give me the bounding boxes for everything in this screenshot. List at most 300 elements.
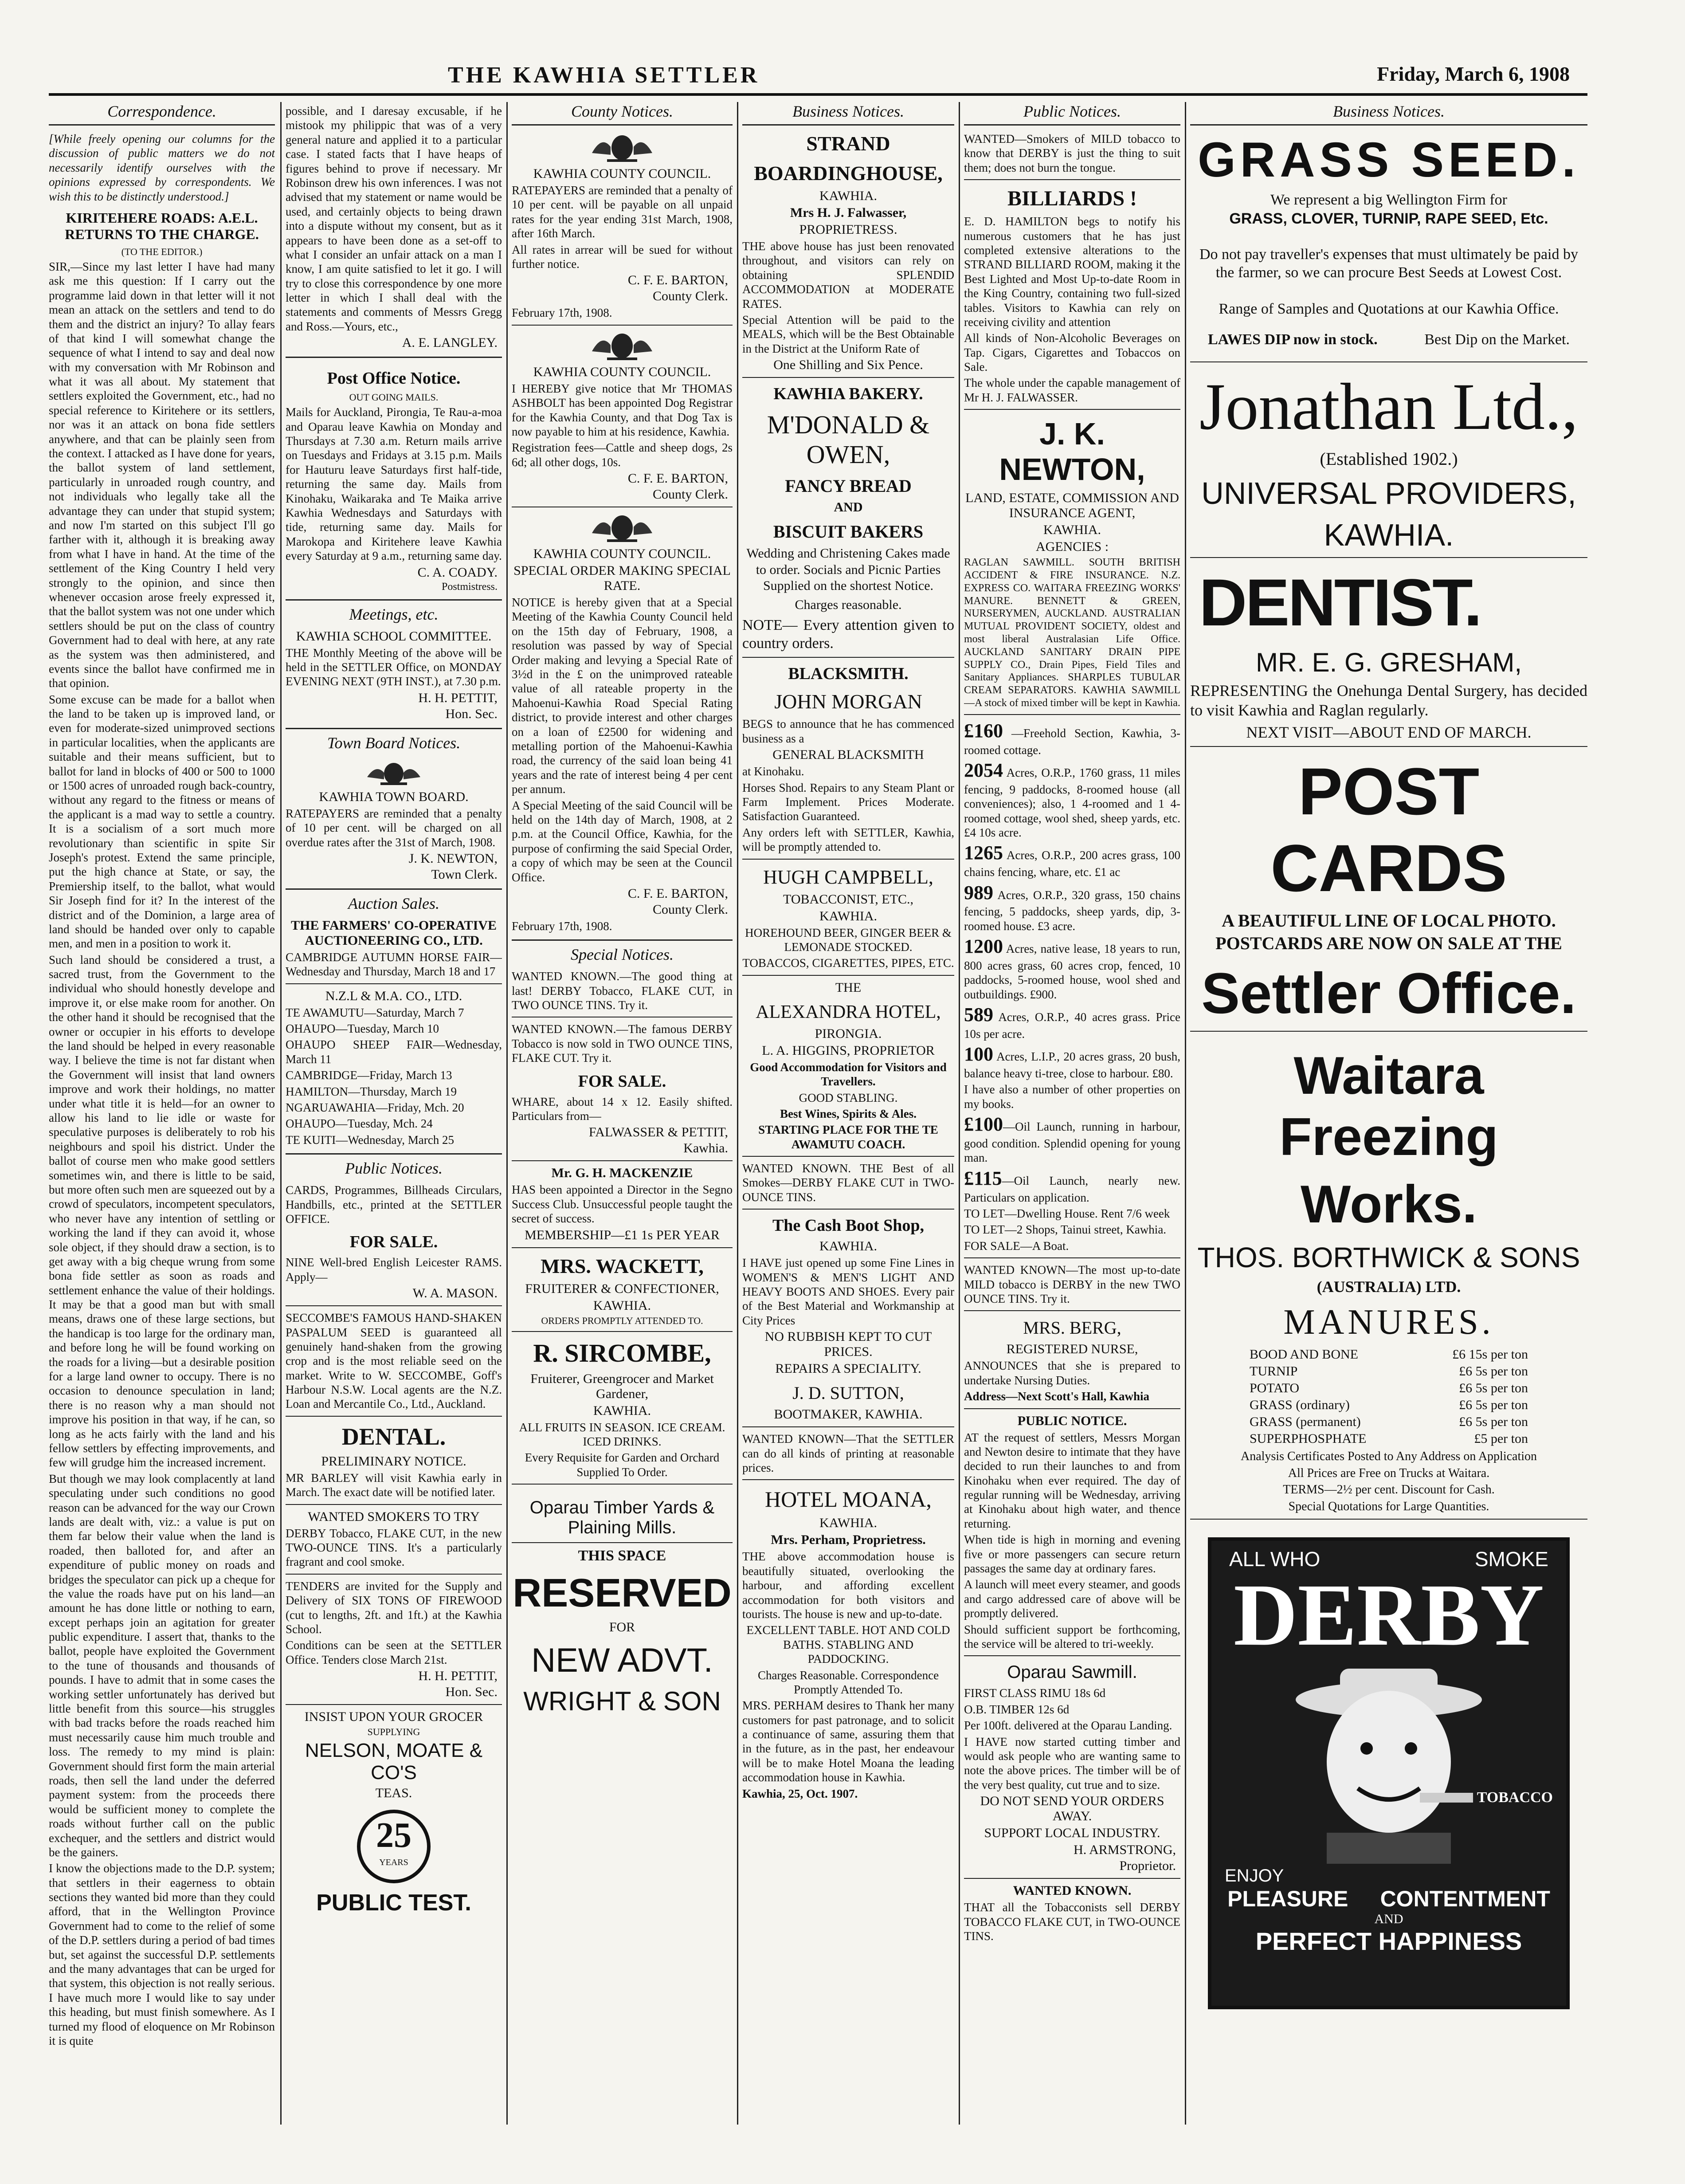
crest-icon <box>587 512 658 543</box>
farmers-coop-title: THE FARMERS' CO-OPERATIVE AUCTIONEERING CO., LTD. <box>291 918 497 948</box>
alexandra-place: PIRONGIA. <box>815 1026 882 1041</box>
berg-trade: REGISTERED NURSE, <box>1006 1342 1138 1357</box>
public-notice-title: PUBLIC NOTICE. <box>1017 1413 1127 1428</box>
property-text: Acres, L.I.P., 20 acres grass, 20 bush, balance heavy ti-tree, close to harbour. £80. <box>964 1050 1180 1080</box>
county-sign2: County Clerk. <box>653 487 728 502</box>
bakery-title: KAWHIA BAKERY. <box>773 385 923 404</box>
alexandra-line: Best Wines, Spirits & Ales. <box>780 1107 917 1120</box>
sawmill-sign2: Proprietor. <box>1119 1858 1176 1874</box>
property-item <box>964 1043 1180 1080</box>
column-rule <box>506 102 508 2125</box>
strand-rate: One Shilling and Six Pence. <box>773 357 923 373</box>
manure-line: Analysis Certificates Posted to Any Address on Application <box>1240 1449 1537 1464</box>
issue-date: Friday, March 6, 1908 <box>1377 63 1570 85</box>
nzl-list-item: OHAUPO—Tuesday, Mch. 24 <box>286 1117 433 1131</box>
wanted-known-ad: THAT all the Tobacconists sell DERBY TOBACCO FLAKE CUT, in TWO-OUNCE TINS. <box>964 1901 1180 1943</box>
grass-line: Range of Samples and Quotations at our Kawhia Office. <box>1219 300 1559 317</box>
public-notice-body: When tide is high in morning and evening five or more passengers can secure return passages the same day at ordinary fares. <box>964 1533 1180 1575</box>
derby-tobacco-ad <box>1208 1537 1570 2009</box>
manure-line: All Prices are Free on Trucks at Waitara. <box>1288 1466 1490 1480</box>
column-rule <box>959 102 960 2125</box>
nzl-list-item: OHAUPO—Tuesday, March 10 <box>286 1022 439 1036</box>
letter-paragraph: Some excuse can be made for a ballot when the land to be taken up is improved land, or even for moderate-sized unimproved sections in particular localities, when the applicants are suitable and their means sufficient, but to ballot for land in blocks of 400 or 500 to 1000 or 1500 acres of unroaded rough back-country, without any regard to the fitness or means of the applicant is a mad way to settle a country. It is a socialism of a sort much more revolutionary than scientific in spite Sir Joseph's protest. Extend the same principle, put the high chance at State, or say, the Premiership itself, to the ballot, what would Sir Joseph find for it? In the interest of the district and of the Dominion, a large area of land should be handed over only to capable men, and men in a position to work it. <box>49 692 275 951</box>
wanted-known-ad: WANTED—Smokers of MILD tobacco to know that DERBY is just the thing to suit them; does not burn the tongue. <box>964 132 1180 174</box>
county-date: February 17th, 1908. <box>512 919 612 933</box>
manure-name: TURNIP <box>1250 1364 1298 1379</box>
special-rate-title: SPECIAL ORDER MAKING SPECIAL RATE. <box>513 563 731 593</box>
blacksmith-orders: Any orders left with SETTLER, Kawhia, will be promptly attended to. <box>742 825 954 854</box>
wackett-place: KAWHIA. <box>593 1298 651 1313</box>
rams-sign: W. A. MASON. <box>412 1286 498 1301</box>
post-office-title: Post Office Notice. <box>327 369 461 388</box>
blacksmith-services: Horses Shod. Repairs to any Steam Plant or Farm Implement. Prices Moderate. Satisfaction Guaranteed. <box>742 781 954 823</box>
letter-signature: A. E. LANGLEY. <box>402 335 498 350</box>
moana-line: Charges Reasonable. Correspondence Promptly Attended To. <box>757 1668 939 1696</box>
manure-row <box>1247 1363 1531 1380</box>
derby-pleasure: PLEASURE <box>1227 1886 1348 1911</box>
property-text: —Freehold Section, Kawhia, 3-roomed cottage. <box>964 726 1180 757</box>
alexandra-line: Good Accommodation for Visitors and Travellers. <box>750 1060 947 1088</box>
grass-line: Do not pay traveller's expenses that must ultimately be paid by the farmer, so we can procure Best Seeds at Lowest Cost. <box>1199 246 1579 281</box>
public-test: PUBLIC TEST. <box>316 1890 471 1916</box>
alexandra-title: ALEXANDRA HOTEL, <box>756 1002 941 1022</box>
tenders-notice: TENDERS are invited for the Supply and Delivery of SIX TONS OF FIREWOOD (cut to lengths, 2ft. and 1ft.) at the Kawhia School. <box>286 1579 502 1636</box>
property-price: 1265 <box>964 842 1003 864</box>
whare-sign: FALWASSER & PETTIT, <box>588 1125 728 1140</box>
launch-price: £115 <box>964 1167 1002 1189</box>
wanted-known-ad: WANTED KNOWN—That the SETTLER can do all kinds of printing at reasonable prices. <box>742 1432 954 1474</box>
dog-registration-fees: Registration fees—Cattle and sheep dogs, 2s 6d; all other dogs, 10s. <box>512 441 733 469</box>
section-heading: County Notices. <box>512 102 733 126</box>
strand-role: PROPRIETRESS. <box>799 222 897 237</box>
mackenzie-body: HAS been appointed a Director in the Segno Success Club. Unsuccessful people taught the secret of success. <box>512 1183 733 1226</box>
campbell-title: HUGH CAMPBELL, <box>763 866 933 888</box>
newton-place: KAWHIA. <box>1043 522 1101 538</box>
column-rule <box>737 102 738 2125</box>
billiards-body2: All kinds of Non-Alcoholic Beverages on Tap. Cigars, Cigarettes and Tobaccos on Sale. <box>964 331 1180 374</box>
smoking-man-icon <box>1291 1660 1486 1864</box>
letter-paragraph: But though we may look complacently at land speculating under such conditions no good reason can be advanced for the way our Crown lands are dealt with, viz.: a value is put on them far below their value when the land is roaded, then balloted for, and after an expenditure of public money on roads and bridges the speculator can pick up a cheque for the value the roads have put on his land—an amount he has done little or nothing to earn, except perhaps join an agitation for greater public expenditure. I assert that, thanks to the ballot, people have exploited the Government to the tune of thousands and thousands of pounds. I have to admit that in some cases the working settler unfortunately has derived but little benefit from this source—his struggles with bad tracks before the roads reached him must necessarily cause him much trouble and loss. The remedy to my mind is plain: Government should first form the main arterial roads, then sell the land under the deferred payment system: from the proceeds there would be sufficient money to complete the roads without further call on the public exchequer, and the settlers and district would be the gainers. <box>49 1472 275 1859</box>
grass-line: GRASS, CLOVER, TURNIP, RAPE SEED, Etc. <box>1229 210 1548 227</box>
moana-place: KAWHIA. <box>819 1516 878 1531</box>
wanted-known-ad: WANTED KNOWN.—The famous DERBY Tobacco is now sold in TWO OUNCE TINS, FLAKE CUT. Try it. <box>512 1022 733 1065</box>
tea-brand: NELSON, MOATE & CO'S <box>305 1740 483 1784</box>
tea-line2: SUPPLYING <box>367 1726 420 1738</box>
manure-line: TERMS—2½ per cent. Discount for Cash. <box>1283 1483 1495 1497</box>
school-sign: H. H. PETTIT, <box>418 690 498 705</box>
manure-row <box>1247 1346 1531 1363</box>
column-business-notices-2 <box>1190 102 1587 2120</box>
sawmill-sign: H. ARMSTRONG, <box>1074 1842 1176 1858</box>
boot-shop-line: NO RUBBISH KEPT TO CUT PRICES. <box>764 1329 932 1359</box>
nzl-list-item: CAMBRIDGE—Friday, March 13 <box>286 1068 452 1082</box>
crest-icon <box>587 132 658 163</box>
nzl-list-item: TE AWAMUTU—Saturday, March 7 <box>286 1006 464 1019</box>
property-item <box>964 719 1180 757</box>
nzl-list-item: NGARUAWAHIA—Friday, Mch. 20 <box>286 1101 464 1115</box>
to-let-notice: TO LET—2 Shops, Tainui street, Kawhia. <box>964 1223 1167 1237</box>
blacksmith-name: JOHN MORGAN <box>774 690 922 713</box>
alexandra-the: THE <box>835 980 862 995</box>
property-text: Acres, O.R.P., 1760 grass, 11 miles fencing, 9 paddocks, 8-roomed house (all conveniences); also, 1 4-roomed and 1 4-roomed cottage, wool shed, sheep yards, etc. £4 10s acre. <box>964 766 1180 839</box>
gresham-name: MR. E. G. GRESHAM, <box>1255 648 1522 678</box>
blacksmith-place: at Kinohaku. <box>742 765 804 778</box>
berg-body: ANNOUNCES that she is prepared to undertake Nursing Duties. <box>964 1359 1180 1387</box>
school-sign2: Hon. Sec. <box>445 706 498 721</box>
manure-name: GRASS (ordinary) <box>1250 1398 1350 1413</box>
billiards-title: BILLIARDS ! <box>1007 187 1137 211</box>
blacksmith-title: BLACKSMITH. <box>788 664 909 683</box>
moana-title: HOTEL MOANA, <box>765 1487 932 1512</box>
public-notice-body: A launch will meet every steamer, and goods and cargo addressed care of above will be promptly delivered. <box>964 1578 1180 1620</box>
oparau-timber-title: Oparau Timber Yards & Plaining Mills. <box>529 1498 715 1538</box>
moana-owner: Mrs. Perham, Proprietress. <box>771 1532 926 1548</box>
launch-text: —Oil Launch, nearly new. Particulars on application. <box>964 1174 1180 1204</box>
section-heading: Correspondence. <box>49 102 275 126</box>
blacksmith-trade: GENERAL BLACKSMITH <box>772 747 924 762</box>
farmers-coop-body: CAMBRIDGE AUTUMN HORSE FAIR—Wednesday and Thursday, March 18 and 17 <box>286 950 502 978</box>
property-text: Acres, native lease, 18 years to run, 800 acres grass, 60 acres crop, fenced, 10 paddocks, 5-roomed house, wool shed and outbuildings. £900. <box>964 942 1180 1001</box>
gresham-body: REPRESENTING the Onehunga Dental Surgery, has decided to visit Kawhia and Raglan regularly. <box>1190 682 1587 719</box>
letter-to: (TO THE EDITOR.) <box>121 246 203 257</box>
manure-line: Special Quotations for Large Quantities. <box>1288 1500 1489 1513</box>
manure-price: £6 15s per ton <box>1452 1347 1528 1362</box>
boot-shop-trade: BOOTMAKER, KAWHIA. <box>774 1407 923 1422</box>
sawmill-body: I HAVE now started cutting timber and would ask people who are wanting same to note the above prices. The timber will be of the very best quality, cut true and to size. <box>964 1735 1180 1791</box>
sircombe-place: KAWHIA. <box>593 1403 651 1418</box>
for-sale-heading: FOR SALE. <box>349 1233 438 1252</box>
berg-address: Address—Next Scott's Hall, Kawhia <box>964 1390 1150 1403</box>
county-sign: C. F. E. BARTON, <box>627 886 728 901</box>
alexandra-line: STARTING PLACE FOR THE TE AWAMUTU COACH. <box>758 1123 938 1151</box>
manure-row <box>1247 1397 1531 1414</box>
letter-paragraph: SIR,—Since my last letter I have had many ask me this question: If I carry out the programme laid down in that letter will it not mean an attack on the settlers and tend to do them and the district an injury? To allay fears of that kind I will somewhat change the sequence of what I intend to say and deal now with my conversation with Mr Robinson and what it was all about. My statement that settlers exploited the Government, etc., had no special reference to Kiritehere or its settlers, nor was it an attack on bona fide settlers anywhere, and that can be plainly seen from the context. I attacked as I have done for years, the ballot system of land settlement, particularly in unroaded rough country, and not individuals who legally take all the advantage they can under that stupid system; and now I'm started on this subject I'll go farther with it, although it is breaking away from what I have in hand. At the time of the settlement of the King Country I held very strongly to the opinion, and since then whenever occasion arose freely expressed it, that the ballot system was not one under which settlers should be put on the class of country Government had to deal with here, at any rate as the system was then administered, and events since the ballot have confirmed me in that opinion. <box>49 259 275 690</box>
strand-body2: Special Attention will be paid to the MEALS, which will be the Best Obtainable in the District at the Uniform Rate of <box>742 313 954 355</box>
grass-seed-title: GRASS SEED. <box>1198 133 1580 187</box>
property-item <box>964 759 1180 840</box>
section-heading: Business Notices. <box>1190 102 1587 126</box>
boat-sale-notice: FOR SALE—A Boat. <box>964 1239 1069 1253</box>
special-rate-notice: NOTICE is hereby given that at a Special Meeting of the Kawhia County Council held on the 15th day of February, 1908, a resolution was passed by way of Special Order making and levying a Special Rate of 3½d in the £ on the unimproved rateable value of all rateable property in the Mahoenui-Kawhia Road Special Rating district, to provide interest and other charges on a loan of £2500 for widening and metalling portion of the Mahoenui-Kawhia road, the currency of the said loan being 41 years and the rate of interest being 4 per cent per annum. <box>512 596 733 796</box>
manure-name: SUPERPHOSPHATE <box>1250 1431 1367 1446</box>
derby-tobacco-word: TOBACCO <box>1477 1789 1553 1806</box>
derby-top1: ALL WHO <box>1229 1547 1321 1571</box>
borthwick-title: THOS. BORTHWICK & SONS <box>1197 1241 1580 1274</box>
for-line: FOR <box>609 1620 635 1635</box>
smokers-title: WANTED SMOKERS TO TRY <box>308 1509 480 1524</box>
bakery-note: NOTE— Every attention given to country orders. <box>742 617 954 652</box>
section-heading: Public Notices. <box>964 102 1180 126</box>
manure-price: £6 5s per ton <box>1459 1364 1528 1379</box>
sawmill-price: O.B. TIMBER 12s 6d <box>964 1702 1070 1716</box>
campbell-place: KAWHIA. <box>819 908 878 923</box>
manure-row <box>1247 1380 1531 1397</box>
post-cards-line: A BEAUTIFUL LINE OF LOCAL PHOTO. <box>1222 911 1556 931</box>
column-county-notices <box>512 102 733 2120</box>
section-heading: Town Board Notices. <box>327 734 461 752</box>
wanted-known-title: WANTED KNOWN. <box>1013 1883 1132 1898</box>
disclaimer: [While freely opening our columns for the discussion of public matters we do not necessarily identify ourselves with the opinions expressed by correspondents. We wish this to be distinctly understood.] <box>49 132 275 203</box>
sawmill-line: SUPPORT LOCAL INDUSTRY. <box>984 1826 1160 1841</box>
sawmill-delivery: Per 100ft. delivered at the Oparau Landing. <box>964 1719 1172 1732</box>
bakery-line: AND <box>834 500 863 515</box>
town-board-title: KAWHIA TOWN BOARD. <box>319 789 469 804</box>
jonathan-established: (Established 1902.) <box>1320 449 1458 469</box>
campbell-stock2: TOBACCOS, CIGARETTES, PIPES, ETC. <box>742 956 954 970</box>
moana-line: EXCELLENT TABLE. HOT AND COLD BATHS. STABLING AND PADDOCKING. <box>746 1623 950 1666</box>
paspalum-notice: SECCOMBE'S FAMOUS HAND-SHAKEN PASPALUM SEED is guaranteed all genuinely hand-shaken from the growing crop and is the most reliable seed on the market. Write to W. SECCOMBE, Goff's Harbour N.S.W. Local agents are the N.Z. Loan and Mercantile Co., Ltd., Auckland. <box>286 1311 502 1411</box>
county-date: February 17th, 1908. <box>512 306 612 320</box>
nzl-list-item: HAMILTON—Thursday, March 19 <box>286 1084 457 1098</box>
bakery-owners: M'DONALD & OWEN, <box>767 410 930 469</box>
property-price: 589 <box>964 1004 993 1026</box>
sawmill-title: Oparau Sawmill. <box>1007 1662 1137 1682</box>
tea-line4: TEAS. <box>375 1786 412 1801</box>
wanted-known-ad: WANTED KNOWN—The most up-to-date MILD tobacco is DERBY in the new TWO OUNCE TINS. Try it. <box>964 1263 1180 1305</box>
boot-shop-place: KAWHIA. <box>819 1239 878 1254</box>
manure-price: £5 per ton <box>1474 1431 1528 1446</box>
newton-trade: LAND, ESTATE, COMMISSION AND INSURANCE AGENT, <box>965 491 1179 521</box>
space-line: THIS SPACE <box>578 1548 666 1564</box>
for-sale-heading: FOR SALE. <box>578 1072 666 1091</box>
nzl-list-item: TE KUITI—Wednesday, March 25 <box>286 1133 454 1147</box>
section-heading: Business Notices. <box>742 102 954 126</box>
manure-price: £6 5s per ton <box>1459 1414 1528 1430</box>
sawmill-price: FIRST CLASS RIMU 18s 6d <box>964 1686 1106 1700</box>
bakery-line: BISCUIT BAKERS <box>773 522 924 542</box>
borthwick-sub: (AUSTRALIA) LTD. <box>1317 1278 1461 1296</box>
wright-line: WRIGHT & SON <box>523 1686 721 1717</box>
property-item <box>964 881 1180 934</box>
derby-row <box>1211 1886 1566 1912</box>
whare-notice: WHARE, about 14 x 12. Easily shifted. Particulars from— <box>512 1095 733 1123</box>
county-sign: C. F. E. BARTON, <box>627 273 728 288</box>
newspaper-title: THE KAWHIA SETTLER <box>448 63 760 88</box>
letter-paragraph: Such land should be considered a trust, a sacred trust, from the Government to the individual who should honestly develope and improve it, or else make room for another. On the other hand it should be recognised that the owner or occupier in his efforts to develope the land should be helped in every reasonable way. I believe the time is not far distant when the Government will insist that land owners improve and work their holdings, no matter under what title it is held—for an owner to allow his land to lie idle or waste for speculative purposes is deliberately to rob his neighbours and spoil his district. Under the ballot of course men who make good settlers sometimes win, and there is little to be said, but more often such men are squeezed out by a crowd of speculators, incompetent speculators, who never have any intention of settling or working the land if they can avoid it, whose sole object, if they should draw a section, is to get away with a big cheque wrung from some bona fide settler as soon as roads and settlement enhance the value of their holdings. It may be that a good man but with small means, draws one of these large sections, but the handicap is too large for the ordinary man, and before long he will be found working on the roads for a living—but a desirable position for a large land owner to occupy. There is no occasion to denounce speculation in land; there is no reason why a man should not improve his position in that way, if he can, so long as he acts fairly with the land and his fellow settlers by effecting improvements, and few will grudge him the increased increment. <box>49 953 275 1469</box>
tea-line1: INSIST UPON YOUR GROCER <box>304 1709 483 1724</box>
billiards-body: E. D. HAMILTON begs to notify his numerous customers that he has just completed extensive alterations to the STRAND BILLIARD ROOM, making it the Best Lighted and Most Up-to-date Room in the King Country, containing two full-sized tables. Visitors to Kawhia can rely on receiving civility and attention <box>964 215 1180 329</box>
mackenzie-title: Mr. G. H. MACKENZIE <box>551 1166 693 1181</box>
campbell-stock: HOREHOUND BEER, GINGER BEER & LEMONADE STOCKED. <box>745 926 952 954</box>
strand-owner: Mrs H. J. Falwasser, <box>790 205 907 220</box>
property-price: 1200 <box>964 935 1003 958</box>
town-sign: J. K. NEWTON, <box>408 851 498 866</box>
lawes-dip: LAWES DIP now in stock. <box>1208 331 1378 348</box>
column-public-notices <box>964 102 1180 2120</box>
column-business-notices <box>742 102 954 2120</box>
masthead <box>49 58 1587 96</box>
public-notice-body: AT the request of settlers, Messrs Morgan and Newton desire to intimate that they have decided to run their launches to and from Kinohaku when ever required. The day of regular running will be Wednesday, arriving at Kinohaku about high water, and thence returning. <box>964 1430 1180 1530</box>
dentist-title: DENTIST. <box>1199 565 1481 640</box>
county-council-title: KAWHIA COUNTY COUNCIL. <box>533 546 711 562</box>
county-rates-notice: RATEPAYERS are reminded that a penalty of 10 per cent. will be payable on all unpaid rates for the year ending 31st March, 1908, after 16th March. <box>512 184 733 240</box>
crest-icon <box>587 330 658 361</box>
manure-name: BOOD AND BONE <box>1250 1347 1359 1362</box>
post-office-sign: C. A. COADY. <box>417 565 498 580</box>
seal-text: YEARS <box>379 1858 408 1868</box>
nzl-title: N.Z.L & M.A. CO., LTD. <box>325 988 462 1003</box>
special-meeting-notice: A Special Meeting of the said Council will be held on the 14th day of March, 1908, at 2 p.m. at the Council Office, Kawhia, for the purpose of confirming the said Special Order, a copy of which may be seen at the Council Office. <box>512 798 733 884</box>
jonathan-place: KAWHIA. <box>1324 518 1454 553</box>
berg-title: MRS. BERG, <box>1023 1318 1121 1338</box>
dip-row <box>1208 331 1570 348</box>
strand-body: THE above house has just been renovated throughout, and visitors can rely on obtaining SPLENDID ACCOMMODATION at MODERATE RATES. <box>742 240 954 310</box>
dental-title: DENTAL. <box>341 1423 446 1450</box>
seal-icon <box>357 1810 431 1883</box>
strand-place: KAWHIA. <box>819 189 878 203</box>
waitara-title: Waitara Freezing <box>1279 1046 1498 1167</box>
tenders-sign2: Hon. Sec. <box>445 1685 498 1700</box>
manure-name: POTATO <box>1250 1381 1300 1396</box>
derby-top2: SMOKE <box>1474 1547 1548 1571</box>
derby-and: AND <box>1374 1911 1403 1926</box>
dental-body: MR BARLEY will visit Kawhia early in March. The exact date will be notified later. <box>286 1471 502 1499</box>
property-price: 989 <box>964 881 993 903</box>
sircombe-line: ALL FRUITS IN SEASON. ICE CREAM. ICED DRINKS. <box>519 1420 725 1448</box>
wanted-known-ad: WANTED KNOWN.—The good thing at last! DERBY Tobacco, FLAKE CUT, in TWO OUNCE TINS. Try it. <box>512 970 733 1012</box>
post-office-body: Mails for Auckland, Pirongia, Te Rau-a-moa and Oparau leave Kawhia on Monday and Thursdays at 7.30 a.m. Return mails arrive on Tuesdays and Fridays at 3.15 p.m. Mails for Hauturu leave Saturdays first half-tide, returning the same day. Mails from Kinohaku, Waikaraka and Te Maika arrive Kawhia Wednesdays and Saturdays with tide, returning same day. Mails for Marokopa and Kiritehere leave Kawhia every Saturday at 9 a.m., returning same day. <box>286 405 502 563</box>
property-text: Acres, O.R.P., 40 acres grass. Price 10s per acre. <box>964 1010 1180 1041</box>
gresham-visit: NEXT VISIT—ABOUT END OF MARCH. <box>1246 723 1532 742</box>
property-item <box>964 935 1180 1002</box>
post-cards-title: POST CARDS <box>1270 754 1507 906</box>
tenders-sign: H. H. PETTIT, <box>418 1669 498 1684</box>
manures-title: MANURES. <box>1283 1303 1494 1342</box>
bakery-desc: Wedding and Christening Cakes made to order. Socials and Picnic Parties Supplied on the shortest Notice. <box>746 546 950 593</box>
letter-paragraph: I know the objections made to the D.P. system; that settlers in their eagerness to obtain sections they wanted bid more than they could afford, that in the Wellington Province Government had to come to the relief of some of the D.P. settlers during a period of bad times but, set against the successful D.P. settlements and the many advantages that can be urged for that system, this objection is not really serious. I have much more I would like to say under this heading, but must finish somewhere. As I turned my flood of eloquence on Mr Robinson it is quite <box>49 1862 275 2047</box>
boot-shop-line: REPAIRS A SPECIALITY. <box>775 1361 921 1376</box>
seal-number: 25 <box>376 1816 411 1855</box>
launch-text: —Oil Launch, running in harbour, good condition. Splendid opening for young man. <box>964 1120 1180 1165</box>
property-price: 2054 <box>964 759 1003 781</box>
school-committee-body: THE Monthly Meeting of the above will be held in the SETTLER Office, on MONDAY EVENING NEXT (9TH INST.), at 7.30 p.m. <box>286 646 502 688</box>
jonathan-title: Jonathan Ltd., <box>1199 370 1578 444</box>
derby-contentment: CONTENTMENT <box>1380 1886 1550 1911</box>
campbell-trade: TOBACCONIST, ETC., <box>783 892 913 907</box>
newton-title: J. K. NEWTON, <box>999 416 1145 487</box>
wanted-known-ad: WANTED KNOWN. THE Best of all Smokes—DERBY FLAKE CUT in TWO-OUNCE TINS. <box>742 1162 954 1204</box>
settler-office: Settler Office. <box>1201 961 1576 1026</box>
post-cards-line: POSTCARDS ARE NOW ON SALE AT THE <box>1215 933 1562 954</box>
waitara-title2: Works. <box>1301 1174 1477 1234</box>
newton-agencies: RAGLAN SAWMILL. SOUTH BRITISH ACCIDENT & FIRE INSURANCE. N.Z. EXPRESS CO. WAITARA FREEZING WORKS' MANURE. BENNETT & GREEN, NURSERYMEN, AUCKLAND. AUSTRALIAN MUTUAL PROVIDENT SOCIETY, oldest and most liberal Australasian Life Office. AUCKLAND SANITARY DRAIN PIPE SUPPLY CO., Drain Pipes, Field Tiles and Sanitary Appliances. SHARPLES TUBULAR CREAM SEPARATORS. KAWHIA SAWMILL—A stock of mixed timber will be kept in Kawhia. <box>964 557 1180 709</box>
derby-brand: DERBY <box>1233 1566 1544 1664</box>
dog-registrar-notice: I HEREBY give notice that Mr THOMAS ASHBOLT has been appointed Dog Registrar for the Kawhia County, and that Dog Tax is now payable to him at his residence, Kawhia. <box>512 381 733 438</box>
alexandra-line: GOOD STABLING. <box>799 1091 898 1104</box>
strand-title2: BOARDINGHOUSE, <box>754 162 943 185</box>
whare-sign2: Kawhia. <box>683 1141 728 1156</box>
moana-thanks: MRS. PERHAM desires to Thank her many customers for past patronage, and to solicit a continuance of same, assuring them that in the future, as in the past, her endeavour will be to make Hotel Moana the leading accommodation house in Kawhia. <box>742 1699 954 1784</box>
property-item <box>964 1003 1180 1041</box>
mackenzie-membership: MEMBERSHIP—£1 1s PER YEAR <box>525 1227 720 1242</box>
property-price: 100 <box>964 1043 993 1065</box>
county-council-title: KAWHIA COUNTY COUNCIL. <box>533 364 711 379</box>
property-item <box>964 841 1180 879</box>
section-heading: Special Notices. <box>571 946 674 964</box>
town-board-body: RATEPAYERS are reminded that a penalty of 10 per cent. will be charged on all overdue rates after the 31st of March, 1908. <box>286 806 502 849</box>
alexandra-proprietor: L. A. HIGGINS, PROPRIETOR <box>762 1043 935 1058</box>
reserved-line: RESERVED <box>513 1571 732 1616</box>
column-correspondence <box>49 102 275 2120</box>
rams-notice: NINE Well-bred English Leicester RAMS. Apply— <box>286 1256 502 1284</box>
sircombe-line: Every Requisite for Garden and Orchard Supplied To Order. <box>525 1451 720 1479</box>
sircombe-trade: Fruiterer, Greengrocer and Market Gardener, <box>530 1371 714 1401</box>
post-office-sign2: Postmistress. <box>441 581 498 593</box>
column-notices-2 <box>286 102 502 2120</box>
wackett-title: MRS. WACKETT, <box>541 1254 704 1277</box>
blacksmith-body: BEGS to announce that he has commenced business as a <box>742 717 954 745</box>
boot-shop-title: The Cash Boot Shop, <box>772 1216 925 1235</box>
county-sign2: County Clerk. <box>653 289 728 304</box>
wackett-trade: FRUITERER & CONFECTIONER, <box>525 1281 719 1296</box>
public-notice-body: Should sufficient support be forthcoming, the service will be altered to tri-weekly. <box>964 1622 1180 1650</box>
bakery-line: FANCY BREAD <box>785 476 912 496</box>
best-dip: Best Dip on the Market. <box>1424 331 1570 348</box>
newton-agencies-head: AGENCIES : <box>1035 539 1109 554</box>
letter-title: KIRITEHERE ROADS: A.E.L. RETURNS TO THE CHARGE. <box>65 209 259 242</box>
tenders-conditions: Conditions can be seen at the SETTLER Office. Tenders close March 21st. <box>286 1638 502 1666</box>
school-committee-title: KAWHIA SCHOOL COMMITTEE. <box>296 628 492 644</box>
manure-name: GRASS (permanent) <box>1250 1414 1361 1430</box>
manure-price: £6 5s per ton <box>1459 1398 1528 1413</box>
boot-shop-owner: J. D. SUTTON, <box>792 1383 904 1403</box>
property-text: Acres, O.R.P., 200 acres grass, 100 chains fencing, whare, etc. £1 ac <box>964 848 1180 879</box>
manure-row <box>1247 1430 1531 1447</box>
moana-body: THE above accommodation house is beautifully situated, overlooking the harbour, and affording excellent accommodation for both visitors and tourists. The house is new and up-to-date. <box>742 1550 954 1621</box>
moana-date: Kawhia, 25, Oct. 1907. <box>742 1787 858 1800</box>
county-council-title: KAWHIA COUNTY COUNCIL. <box>533 166 711 181</box>
sircombe-title: R. SIRCOMBE, <box>533 1338 711 1367</box>
derby-happiness: PERFECT HAPPINESS <box>1255 1927 1522 1955</box>
county-sign: C. F. E. BARTON, <box>627 471 728 486</box>
smokers-body: DERBY Tobacco, FLAKE CUT, in the new TWO-OUNCE TINS. It's a particularly fragrant and cool smoke. <box>286 1526 502 1569</box>
crest-icon <box>363 759 425 786</box>
county-rates-notice2: All rates in arrear will be sued for without further notice. <box>512 243 733 271</box>
post-office-sub: OUT GOING MAILS. <box>349 392 439 403</box>
boot-shop-body: I HAVE just opened up some Fine Lines in WOMEN'S & MEN'S LIGHT AND HEAVY BOOTS AND SHOES. Every pair of the Best Material and Workmanship at City Prices <box>742 1256 954 1327</box>
property-list <box>964 719 1180 1081</box>
billiards-body3: The whole under the capable management of Mr H. J. FALWASSER. <box>964 376 1180 404</box>
section-heading: Public Notices. <box>345 1159 443 1178</box>
manure-table <box>1247 1346 1531 1447</box>
launch-price: £100 <box>964 1113 1003 1135</box>
wackett-orders: ORDERS PROMPTLY ATTENDED TO. <box>541 1315 703 1326</box>
jonathan-line: UNIVERSAL PROVIDERS, <box>1201 476 1576 511</box>
section-heading: Auction Sales. <box>348 894 439 912</box>
printing-notice: CARDS, Programmes, Billheads Circulars, Handbills, etc., printed at the SETTLER OFFICE. <box>286 1183 502 1226</box>
strand-title: STRAND <box>806 132 890 155</box>
section-heading: Meetings, etc. <box>349 605 439 623</box>
letter-continuation: possible, and I daresay excusable, if he mistook my philippic that was of a very general nature and applied it to a particular case. I stated facts that I have heaps of figures behind to prove if necessary. Mr Robinson drew his own inferences. I was not advised that my statement or name would be used, and certainly objects to being drawn into a dispute without my consent, but as it appears to have been done as a set-off to what I consider an unfair attack on a man I know, I am quite satisfied to let it go. I will try to close this correspondence by one more letter in which I shall deal with the statements and comments of Messrs Gregg and Ross.—Yours, etc., <box>286 104 502 333</box>
bakery-charges: Charges reasonable. <box>795 597 902 612</box>
column-rule <box>280 102 282 2125</box>
dental-sub: PRELIMINARY NOTICE. <box>321 1453 466 1469</box>
manure-price: £6 5s per ton <box>1459 1381 1528 1396</box>
grass-line: We represent a big Wellington Firm for <box>1270 192 1507 208</box>
column-rule <box>1185 102 1186 2125</box>
props-more: I have also a number of other properties on my books. <box>964 1083 1180 1111</box>
property-text: Acres, O.R.P., 320 grass, 150 chains fencing, 5 paddocks, sheep yards, dip, 3-roomed house. £3 acre. <box>964 888 1180 933</box>
county-sign2: County Clerk. <box>653 902 728 917</box>
sawmill-line: DO NOT SEND YOUR ORDERS AWAY. <box>980 1794 1164 1824</box>
new-advt-line: NEW ADVT. <box>531 1642 713 1680</box>
nzl-list-item: OHAUPO SHEEP FAIR—Wednesday, March 11 <box>286 1038 502 1066</box>
derby-enjoy: ENJOY <box>1225 1866 1284 1885</box>
town-sign2: Town Clerk. <box>431 867 498 882</box>
property-price: £160 <box>964 719 1003 742</box>
manure-row <box>1247 1414 1531 1430</box>
to-let-notice: TO LET—Dwelling House. Rent 7/6 week <box>964 1207 1170 1221</box>
